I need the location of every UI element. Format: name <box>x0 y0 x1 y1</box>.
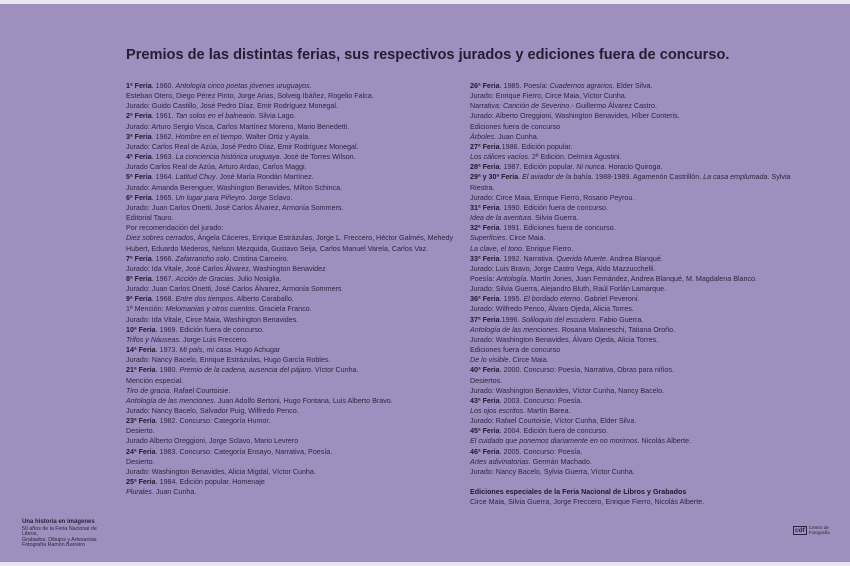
work-title: Premio de la cadena, ausencia del pájaro <box>179 366 311 375</box>
entry-text: Jurado: Nancy Bacelo, Sylvia Guerra, Víctor Cunha. <box>470 467 635 476</box>
entry-line <box>470 376 790 386</box>
entry-line <box>126 284 459 294</box>
cdf-logo-line-2: Fotografía <box>808 529 830 535</box>
feria-label: 25ª Feria <box>126 478 156 487</box>
entry-text: . 1964. <box>151 173 176 182</box>
entry-line <box>470 335 790 345</box>
entry-text: . Rafael Courtoisie. <box>169 386 231 395</box>
entry-text: . Juan Cunha. <box>151 488 197 497</box>
entry-text: Jurado: Guido Castillo, José Pedro Díaz, Emir Rodríguez Monegal. <box>126 102 338 111</box>
entry-line <box>470 436 790 446</box>
entry-text: Ediciones fuera de concurso <box>470 346 561 355</box>
work-title: El aviador de la bahía <box>522 173 592 182</box>
work-title: Antología <box>496 274 527 283</box>
entry-text: . 2000. Concurso: Poesía, Narrativa, Obras para niños. <box>499 366 674 375</box>
entry-text: Editorial Tauro. <box>126 214 174 223</box>
work-title: Plurales <box>126 488 152 497</box>
brand-title: Una historia en imágenes <box>22 519 95 525</box>
entry-line <box>470 101 790 111</box>
entry-text: . 2003. Concurso: Poesía. <box>499 396 583 405</box>
entry-text: . Enrique Fierro. <box>522 244 574 253</box>
entry-text: Jurado: Washington Benavides, Álvaro Ojeda, Alicia Torres. <box>470 335 659 344</box>
feria-label: 33ª Feria <box>470 254 500 263</box>
page-title: Premios de las distintas ferias, sus respectivos jurados y ediciones fuera de concurso. <box>126 47 730 63</box>
entry-text: . Cristina Carneiro. <box>229 254 289 263</box>
cdf-logo-line-1: Centro de <box>808 525 829 531</box>
entry-text: , Ángela Cáceres, Enrique Estrázulas, Jorge L. Freccero, Héctor Galmés, Mehedy <box>193 234 454 243</box>
entry-text: . 2005. Concurso: Poesía. <box>499 447 583 456</box>
entry-text: . 1966. <box>151 254 176 263</box>
feria-label: 45ª Feria <box>470 427 500 436</box>
entry-text: Hubert, Eduardo Mederos, Nelson Mezquida, Gustavo Seija, Carlos Manuel Varela, Carlos Vaz. <box>126 244 429 253</box>
entry-text: . 1985. Poesía: <box>499 82 550 90</box>
entry-line <box>470 244 790 254</box>
entry-line <box>126 274 459 284</box>
entry-line <box>470 91 790 101</box>
entry-line <box>470 203 790 213</box>
work-title: El cuidado que ponemos diariamente en no morirnos <box>470 437 638 446</box>
work-title: Antología de las menciones <box>126 396 214 405</box>
entry-text: Desierto. <box>126 457 155 466</box>
entry-line <box>126 213 459 223</box>
entry-text: . 1991. Ediciones fuera de concurso. <box>499 224 616 233</box>
entry-line <box>126 91 459 101</box>
entry-line <box>126 264 459 274</box>
entry-text: Jurado: Washington Benavides, Víctor Cunha, Nancy Bacelo. <box>470 386 665 395</box>
entry-line <box>126 477 459 487</box>
cdf-logo-mark: cdf <box>795 527 805 534</box>
work-title: La casa emplumada <box>703 173 768 182</box>
entry-text: . 1968. <box>151 295 176 304</box>
entry-text: . Alberto Caraballo. <box>233 295 294 304</box>
entry-line <box>126 467 459 477</box>
entry-text: Desiertos. <box>470 376 503 385</box>
entry-text: Ediciones fuera de concurso <box>470 122 561 131</box>
feria-label: 37ª Feria <box>470 315 500 324</box>
entry-text: . 1962. <box>151 132 176 141</box>
right-column-entries <box>470 81 790 477</box>
entry-line <box>470 304 790 314</box>
entry-line <box>470 152 790 162</box>
entry-text: . Sylvia <box>767 173 791 182</box>
entry-text: Poesía: <box>470 274 497 283</box>
entry-text: . <box>309 82 312 90</box>
entry-text: . Germán Machado. <box>528 457 592 466</box>
entry-line <box>126 386 459 396</box>
entry-line <box>126 223 459 233</box>
entry-text: . 1995. <box>499 295 524 304</box>
entry-text: 1ª Mención: <box>126 305 166 314</box>
entry-text: . 1960. <box>151 82 176 90</box>
entry-text: . Elder Silva. <box>612 82 653 90</box>
entry-line <box>470 416 790 426</box>
entry-line <box>470 325 790 335</box>
entry-line <box>126 345 459 355</box>
entry-text: . Graciela Franco. <box>254 305 312 314</box>
entry-line <box>126 294 459 304</box>
entry-text: Jurado: Carlos Real de Azúa, José Pedro Díaz, Emir Rodríguez Monegal. <box>126 142 359 151</box>
work-title: Idea de la aventura <box>470 214 532 223</box>
exhibition-brand <box>22 520 112 549</box>
brand-credit: Fotografía Ramón Barreiro <box>22 542 86 549</box>
entry-text: . 1988-1989. Agamenón Castrillón. <box>591 173 704 182</box>
entry-line <box>126 132 459 142</box>
entry-line <box>126 487 459 497</box>
entry-text: . Horacio Quiroga. <box>604 163 663 172</box>
entry-text: . Walter Ortiz y Ayala. <box>241 132 311 141</box>
entry-text: . Rosana Malaneschi, Tatiana Oroño. <box>557 325 676 334</box>
entry-line <box>126 406 459 416</box>
section-gap <box>470 477 790 487</box>
entry-line <box>126 81 459 91</box>
entry-text: Jurado: Nancy Bacelo, Salvador Puig, Wilfredo Penco. <box>126 407 299 415</box>
work-title: Soliloquio del escudero <box>521 315 596 324</box>
entry-text: . Julio Nosiglia. <box>233 274 282 283</box>
feria-label: 3ª Feria <box>126 132 152 141</box>
entry-text: .1986. Edición popular. <box>499 142 573 151</box>
feria-label: 29ª y 30ª Feria <box>470 173 519 182</box>
entry-line <box>470 193 790 203</box>
entry-line <box>126 152 459 162</box>
entry-line <box>126 325 459 335</box>
work-title: Mi país, mi casa <box>179 346 232 355</box>
entry-line <box>470 426 790 436</box>
entry-line <box>126 436 459 446</box>
work-title: Los cálices vacíos <box>470 153 528 162</box>
entry-line <box>470 467 790 477</box>
entry-text: Narrativa: <box>470 102 503 111</box>
entry-line <box>126 426 459 436</box>
entry-line <box>470 254 790 264</box>
entry-line <box>126 111 459 121</box>
entry-line <box>470 386 790 396</box>
entry-text: . 1961. <box>151 112 176 121</box>
entry-text: Riestra. <box>470 183 495 192</box>
feria-label: 2ª Feria <box>126 112 152 121</box>
entry-text: . Silvia Guerra. <box>531 214 579 223</box>
work-title: La conciencia histórica uruguaya <box>175 153 280 162</box>
work-title: Latitud Chuy <box>175 173 216 182</box>
entry-line <box>470 355 790 365</box>
feria-label: 5ª Feria <box>126 173 152 182</box>
special-editions-title: Ediciones especiales de la Feria Nacional de Libros y Grabados <box>470 488 687 497</box>
entry-text: . Jorge Sclavo. <box>244 193 293 202</box>
entry-text: . <box>518 173 523 182</box>
entry-line <box>126 172 459 182</box>
entry-text: Jurado: Rafael Courtoisie, Víctor Cunha, Elder Silva. <box>470 417 637 426</box>
entry-text: Jurado: Nancy Bacelo, Enrique Estrázulas, Hugo García Robles. <box>126 356 331 365</box>
entry-text: Jurado: Juan Carlos Onetti, José Carlos Álvarez, Armonía Sommers <box>126 285 342 294</box>
entry-text: Jurado: Washington Benavides, Alicia Migdal, Víctor Cunha. <box>126 467 316 476</box>
feria-label: 40ª Feria <box>470 366 500 375</box>
cdf-logo <box>793 526 830 535</box>
entry-text: Esteban Otero, Diego Pérez Pinto, Jorge Arias, Solveig Ibáñez, Rogelio Falca. <box>126 92 374 101</box>
feria-label: 9ª Feria <box>126 295 152 304</box>
entry-text: . Nicolás Alberte. <box>637 437 692 446</box>
entry-line <box>470 111 790 121</box>
feria-label: 32ª Feria <box>470 224 500 233</box>
entry-text: Jurado: Juan Carlos Onetti, José Carlos Álvarez, Armonía Sommers. <box>126 203 344 212</box>
entry-text: . Juan Cunha. <box>494 132 539 141</box>
work-title: Querida Muerte <box>556 254 607 263</box>
entry-line <box>126 304 459 314</box>
entry-line <box>470 172 790 182</box>
special-editions-text: Circe Maia, Silvia Guerra, Jorge Freccero, Enrique Fierro, Nicolás Alberte. <box>470 498 705 507</box>
work-title: Los ojos escritos <box>470 407 524 415</box>
feria-label: 10ª Feria <box>126 325 156 334</box>
work-title: Acción de Gracias <box>175 274 234 283</box>
feria-label: 43ª Feria <box>470 396 500 405</box>
entry-line <box>470 264 790 274</box>
entry-text: Jurado: Ida Vitale, José Carlos Álvarez, Washington Benavidez <box>126 264 326 273</box>
entry-text: . Fabio Guerra. <box>595 315 644 324</box>
work-title: Cuadernos agrarios <box>549 82 613 90</box>
top-edge <box>0 0 850 4</box>
entry-text: Jurado: Arturo Sergio Visca, Carlos Martínez Moreno, Mario Benedetti. <box>126 122 350 131</box>
entry-text: . 1973. <box>155 346 180 355</box>
entry-line <box>126 416 459 426</box>
entry-line <box>126 457 459 467</box>
entry-line <box>126 335 459 345</box>
work-title: El bordado eterno <box>523 295 581 304</box>
entry-line <box>126 365 459 375</box>
entry-text: . Martín Jones, Juan Fernández, Andrea Blanqué, M. Magdalena Blanco. <box>526 274 758 283</box>
entry-text: Jurado Alberto Oreggioni, Jorge Sclavo, Mario Levrero <box>126 437 299 446</box>
feria-label: 31ª Feria <box>470 203 500 212</box>
feria-label: 46ª Feria <box>470 447 500 456</box>
entry-line <box>126 244 459 254</box>
entry-line <box>126 142 459 152</box>
entry-text: . 1965. <box>151 193 176 202</box>
entry-text: . 1980. <box>155 366 180 375</box>
work-title: De lo visible <box>470 356 509 365</box>
entry-text: Jurado: Enrique Fierro, Circe Maia, Víctor Cunha. <box>470 92 627 101</box>
entry-line <box>126 101 459 111</box>
work-title: Árboles <box>470 132 495 141</box>
entry-text: . Gabriel Peveroni. <box>580 295 640 304</box>
entry-line <box>470 274 790 284</box>
feria-label: 14ª Feria <box>126 346 156 355</box>
entry-line <box>470 457 790 467</box>
entry-text: Desierto. <box>126 427 155 436</box>
work-title: Antología cinco poetas jóvenes uruguayos <box>175 82 310 90</box>
entry-text: . 1967. <box>151 274 176 283</box>
work-title: Un lugar para Piñeyro <box>175 193 245 202</box>
entry-line <box>126 447 459 457</box>
work-title: Ni nunca <box>576 163 605 172</box>
entry-text: . 2ª Edición. Delmira Agustini. <box>527 153 622 162</box>
brand-subtitle-2: Grabados, Dibujos y Artesanías <box>22 536 97 543</box>
entry-text: . Silvia Lago. <box>254 112 296 121</box>
left-column <box>126 81 459 497</box>
entry-line <box>126 193 459 203</box>
entry-text: . Martín Barea. <box>523 407 571 415</box>
entry-text: . Jorge Luis Freccero. <box>179 335 249 344</box>
entry-text: Jurado: Silvia Guerra, Alejandro Bluth, Raúl Forlán Lamarque. <box>470 285 667 294</box>
entry-line <box>126 254 459 264</box>
entry-text: Jurado: Alberto Oreggioni, Washington Benavides, Híber Conteris. <box>470 112 680 121</box>
entry-line <box>470 233 790 243</box>
entry-line <box>126 233 459 243</box>
work-title: Antología de las menciones <box>470 325 558 334</box>
right-column <box>470 81 790 507</box>
entry-line <box>470 142 790 152</box>
entry-text: Jurado: Amanda Berenguer, Washington Benavides, Milton Schinca. <box>126 183 343 192</box>
work-title: Tiro de gracia <box>126 386 170 395</box>
entry-text: . 1983. Concurso: Categoría Ensayo, Narrativa, Poesía. <box>155 447 333 456</box>
feria-label: 8ª Feria <box>126 274 152 283</box>
entry-text: . Circe Maia. <box>508 356 549 365</box>
work-title: Superficies <box>470 234 506 243</box>
work-title: La clave, el tono <box>470 244 523 253</box>
feria-label: 24ª Feria <box>126 447 156 456</box>
entry-line <box>470 132 790 142</box>
entry-text: . Circe Maia. <box>505 234 546 243</box>
entry-text: Jurado: Wilfredo Penco, Álvaro Ojeda, Alicia Torres. <box>470 305 634 314</box>
entry-text: Jurado Carlos Real de Azúa, Arturo Ardao, Carlos Maggi. <box>126 163 307 172</box>
entry-text: . 2004. Edición fuera de concurso. <box>499 427 609 436</box>
entry-line <box>126 183 459 193</box>
feria-label: 27ª Feria <box>470 142 500 151</box>
entry-text: Jurado: Luis Bravo, Jorge Castro Vega, Aldo Mazzucchelli. <box>470 264 656 273</box>
entry-line <box>470 284 790 294</box>
entry-line <box>126 315 459 325</box>
entry-line <box>470 447 790 457</box>
feria-label: 4ª Feria <box>126 153 152 162</box>
work-title: Artes adivinatorias <box>470 457 529 466</box>
entry-text: . José María Rondán Martínez. <box>215 173 314 182</box>
work-title: Entre dos tiempos <box>175 295 234 304</box>
entry-line <box>470 213 790 223</box>
entry-line <box>470 365 790 375</box>
entry-line <box>126 203 459 213</box>
entry-text: . 1984. Edición popular. Homenaje <box>155 478 265 487</box>
entry-text: . 1992. Narrativa. <box>499 254 557 263</box>
work-title: Trifos y Náuseas <box>126 335 180 344</box>
entry-text: .- Guillermo Álvarez Castro. <box>569 102 657 111</box>
entry-text: . Andrea Blanqué. <box>606 254 663 263</box>
cdf-logo-text <box>809 526 830 535</box>
entry-text: . Víctor Cunha. <box>310 366 359 375</box>
entry-text: Jurado: Circe Maia, Enrique Fierro, Rosario Peyrou. <box>470 193 635 202</box>
entry-text: . José de Torres Wilson. <box>279 153 356 162</box>
entry-line <box>126 122 459 132</box>
brand-subtitle-1: 50 años de la Feria Nacional de Libros, <box>22 525 97 538</box>
entry-text: . 1987. Edición popular. <box>499 163 577 172</box>
entry-text: . 1990. Edición fuera de concurso. <box>499 203 609 212</box>
feria-label: 36ª Feria <box>470 295 500 304</box>
entry-text: . 1982. Concurso: Categoría Humor. <box>155 417 271 426</box>
work-title: Hombre en el tiempo <box>175 132 242 141</box>
work-title: Diez sobres cerrados <box>126 234 194 243</box>
entry-line <box>470 396 790 406</box>
feria-label: 28ª Feria <box>470 163 500 172</box>
entry-line <box>470 81 790 91</box>
entry-line <box>126 396 459 406</box>
feria-label: 23ª Feria <box>126 417 156 426</box>
entry-line <box>126 162 459 172</box>
feria-label: 26ª Feria <box>470 82 500 90</box>
entry-line <box>470 315 790 325</box>
work-title: Tan solos en el balneario <box>175 112 255 121</box>
entry-text: . Juan Adolfo Bertoni, Hugo Fontana, Luis Alberto Bravo. <box>213 396 393 405</box>
feria-label: 21ª Feria <box>126 366 156 375</box>
entry-text: . Hugo Achugar <box>231 346 281 355</box>
entry-line <box>126 355 459 365</box>
feria-label: 6ª Feria <box>126 193 152 202</box>
work-title: Zafarrancho solo <box>175 254 230 263</box>
entry-text: . 1963. <box>151 153 176 162</box>
entry-text: . 1969. Edición fuera de concurso. <box>155 325 265 334</box>
entry-line <box>470 406 790 416</box>
entry-line <box>470 294 790 304</box>
work-title: Melomanías y otros cuentos <box>165 305 255 314</box>
entry-text: Por recomendación del jurado: <box>126 224 224 233</box>
entry-line <box>470 183 790 193</box>
entry-line <box>470 162 790 172</box>
entry-text: .1996. <box>499 315 522 324</box>
entry-line <box>470 122 790 132</box>
entry-text: Mención especial. <box>126 376 184 385</box>
entry-text: Jurado: Ida Vitale, Circe Maia, Washington Benavides. <box>126 315 299 324</box>
feria-label: 1ª Feria <box>126 82 152 90</box>
work-title: Canción de Severino <box>502 102 570 111</box>
entry-line <box>470 345 790 355</box>
entry-line <box>470 223 790 233</box>
entry-line <box>126 376 459 386</box>
bottom-edge <box>0 562 850 566</box>
feria-label: 7ª Feria <box>126 254 152 263</box>
